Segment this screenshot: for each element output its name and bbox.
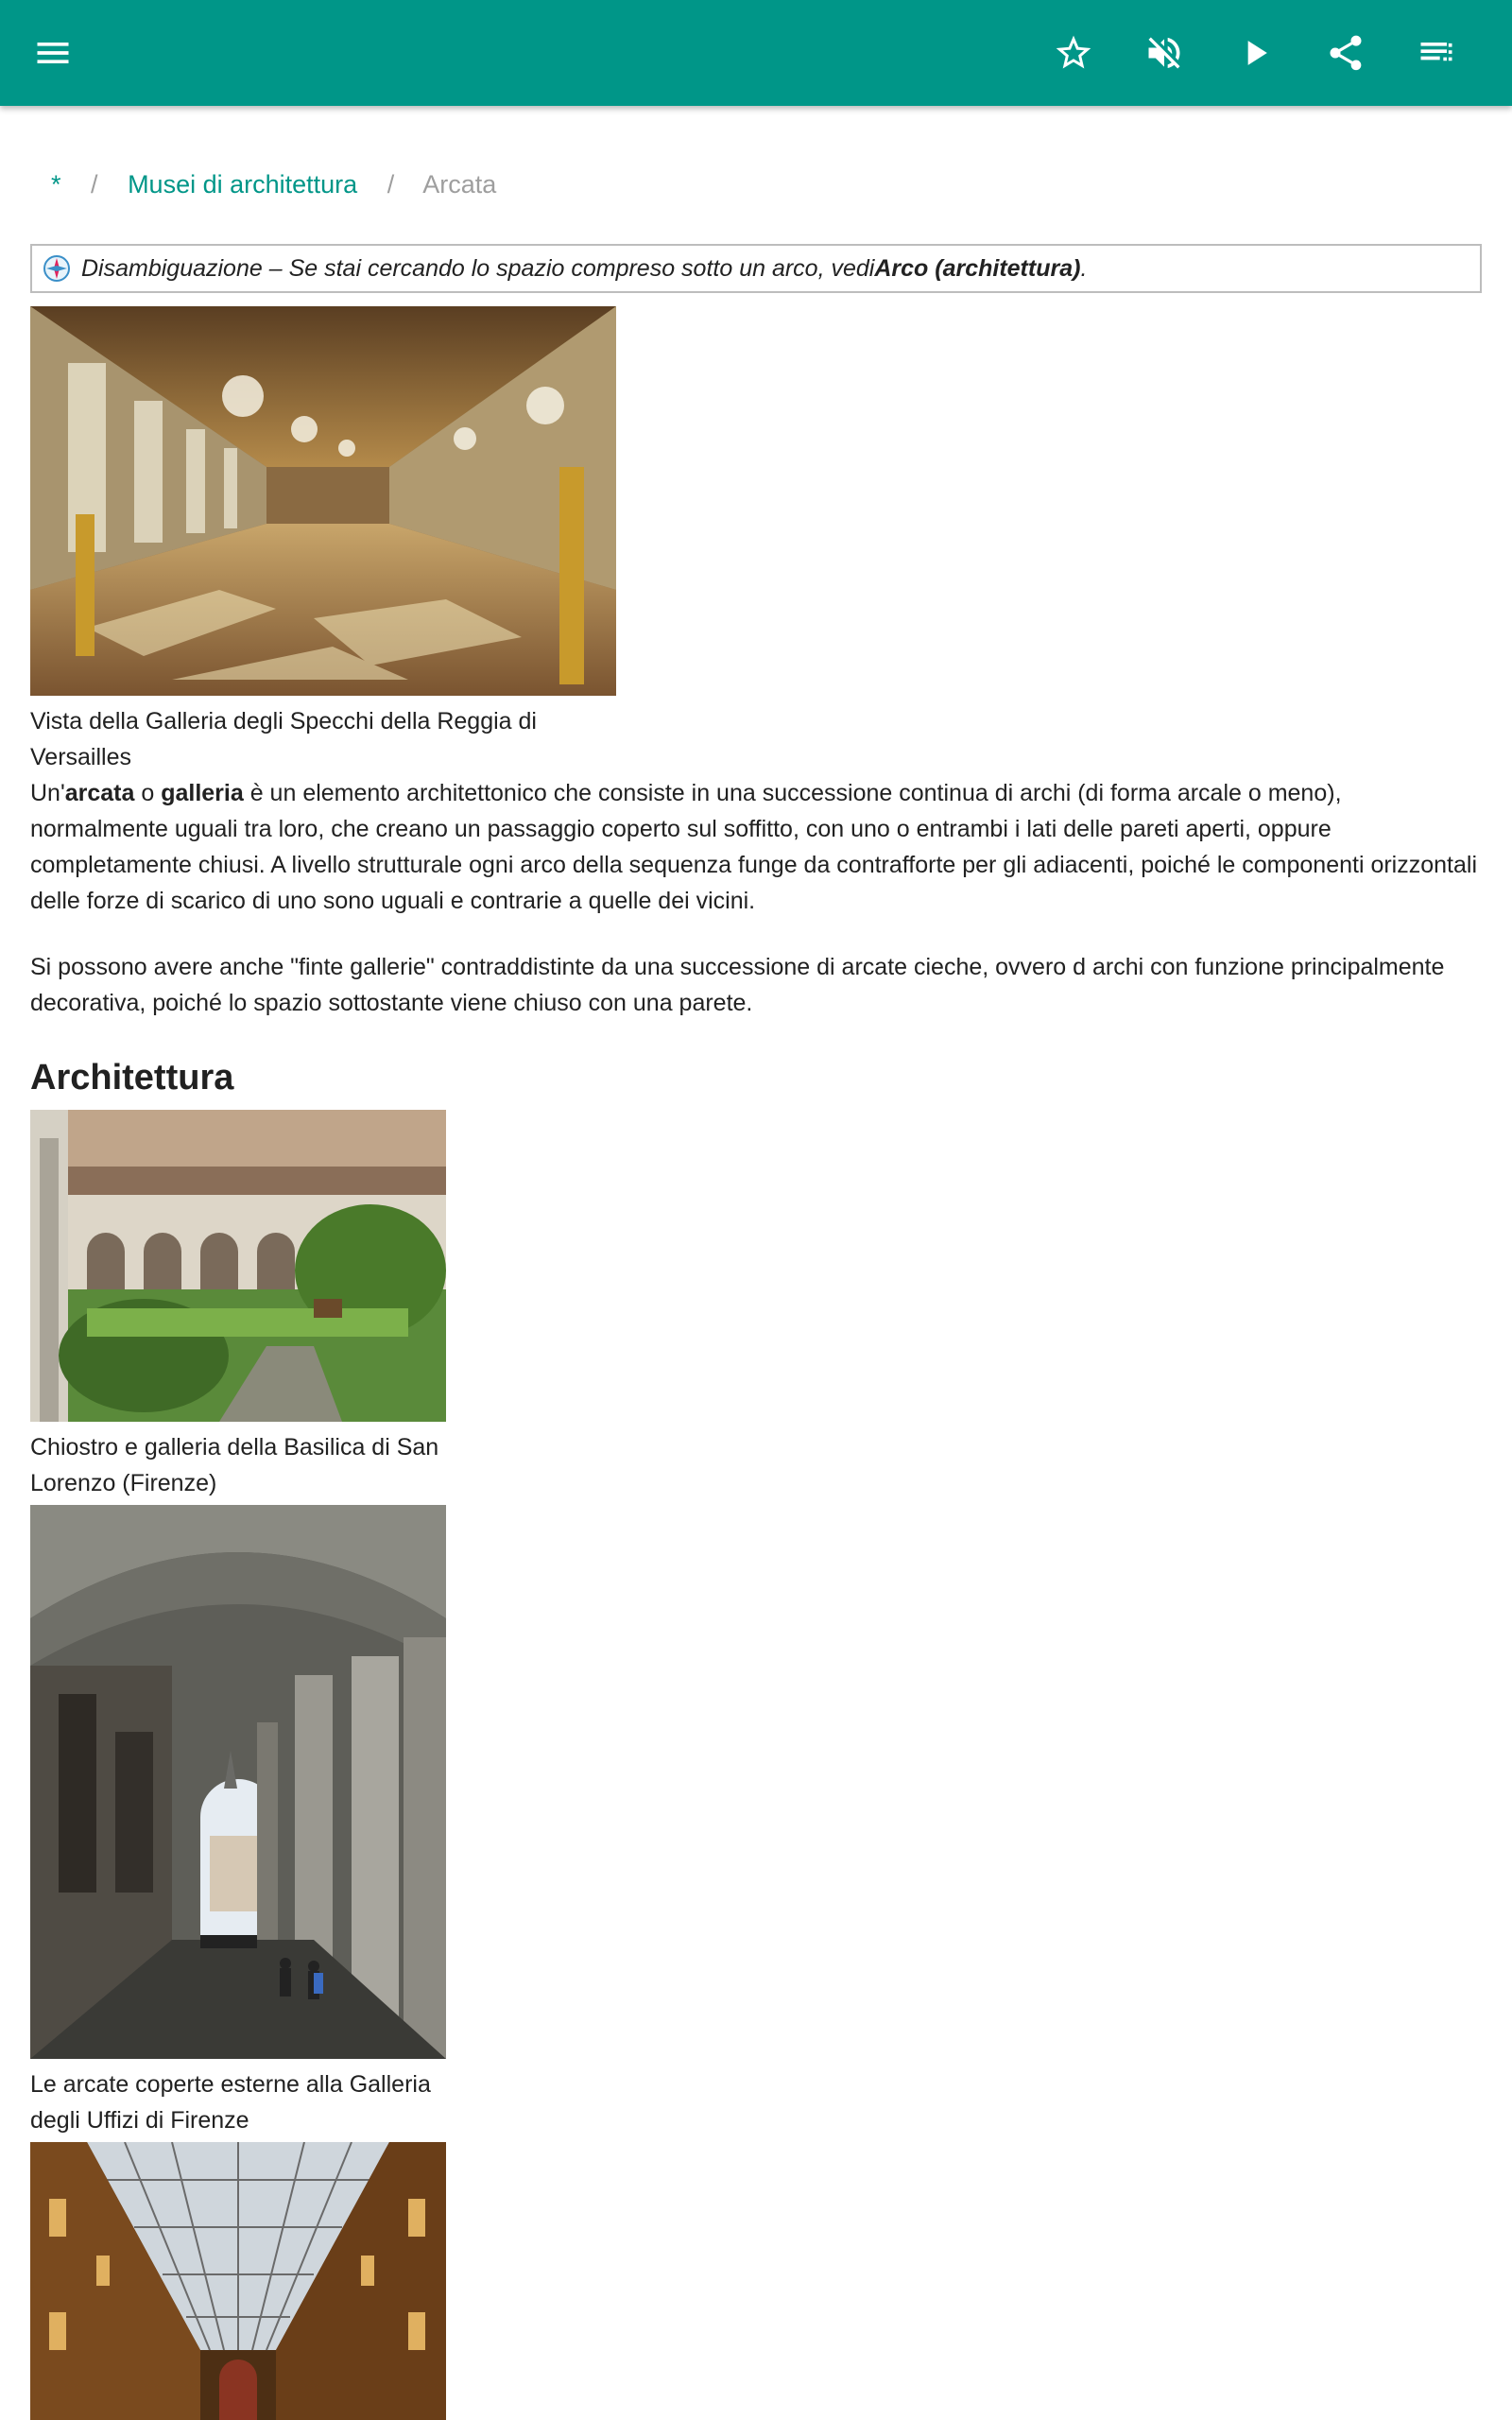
star-outline-icon: [1053, 32, 1094, 74]
share-button[interactable]: [1315, 23, 1376, 83]
app-bar: [0, 0, 1512, 106]
paragraph-text: Un': [30, 780, 65, 806]
breadcrumb-home-link[interactable]: *: [51, 170, 61, 199]
figure-caption: Vista della Galleria degli Specchi della Reggia di Versailles: [30, 708, 537, 770]
breadcrumb-separator: /: [91, 170, 98, 199]
menu-icon: [32, 32, 74, 74]
play-icon: [1234, 32, 1276, 74]
term-galleria: galleria: [161, 780, 244, 806]
term-arcata: arcata: [64, 780, 135, 806]
disambiguation-suffix: .: [1080, 254, 1088, 282]
breadcrumb-current: Arcata: [422, 170, 497, 199]
breadcrumb: [51, 168, 496, 200]
uffizi-arcate-photo[interactable]: [30, 1505, 446, 2059]
disambiguation-text: Disambiguazione – Se stai cercando lo spazio compreso sotto un arco, vedi: [81, 254, 875, 282]
volume-off-icon: [1143, 32, 1185, 74]
playlist-icon: [1416, 32, 1457, 74]
menu-button[interactable]: [23, 23, 83, 83]
disambiguation-link[interactable]: Arco (architettura): [874, 254, 1081, 282]
contents-button[interactable]: [1406, 23, 1467, 83]
disambiguation-notice: [30, 244, 1482, 293]
figure-caption: Chiostro e galleria della Basilica di San Lorenzo (Firenze): [30, 1434, 439, 1496]
mute-button[interactable]: [1134, 23, 1194, 83]
figure-caption: Le arcate coperte esterne alla Galleria degli Uffizi di Firenze: [30, 2071, 431, 2134]
false-galleries-paragraph: Si possono avere anche "finte gallerie" contraddistinte da una successione di arcate cieche, ovvero d archi con funzione principalmente decorativa, poiché lo spazio sottostante viene chiuso con una parete.: [30, 954, 1445, 1016]
paragraph-text: o: [134, 780, 162, 806]
galleria-vittorio-emanuele-photo[interactable]: [30, 2142, 446, 2420]
disambiguation-icon: [42, 253, 72, 284]
favorite-button[interactable]: [1043, 23, 1104, 83]
share-icon: [1325, 32, 1366, 74]
chiostro-san-lorenzo-photo[interactable]: [30, 1110, 446, 1422]
galleria-degli-specchi-photo[interactable]: [30, 306, 616, 696]
paragraph-text: è un elemento architettonico che consiste in una successione continua di archi (di forma arcale o meno), normalmente uguali tra loro, che creano un passaggio coperto sul soffitto, con uno o entrambi i lati delle pareti aperti, oppure completamente chiusi. A livello strutturale ogni arco della sequenza funge da contrafforte per gli adiacenti, poiché le componenti orizzontali delle forze di scarico di uno sono uguali e contrarie a quelle dei vicini.: [30, 780, 1478, 914]
section-title-architettura: Architettura: [30, 1058, 234, 1098]
breadcrumb-category-link[interactable]: Musei di architettura: [128, 170, 358, 199]
breadcrumb-separator: /: [387, 170, 395, 199]
intro-paragraph: [30, 775, 1482, 919]
play-button[interactable]: [1225, 23, 1285, 83]
